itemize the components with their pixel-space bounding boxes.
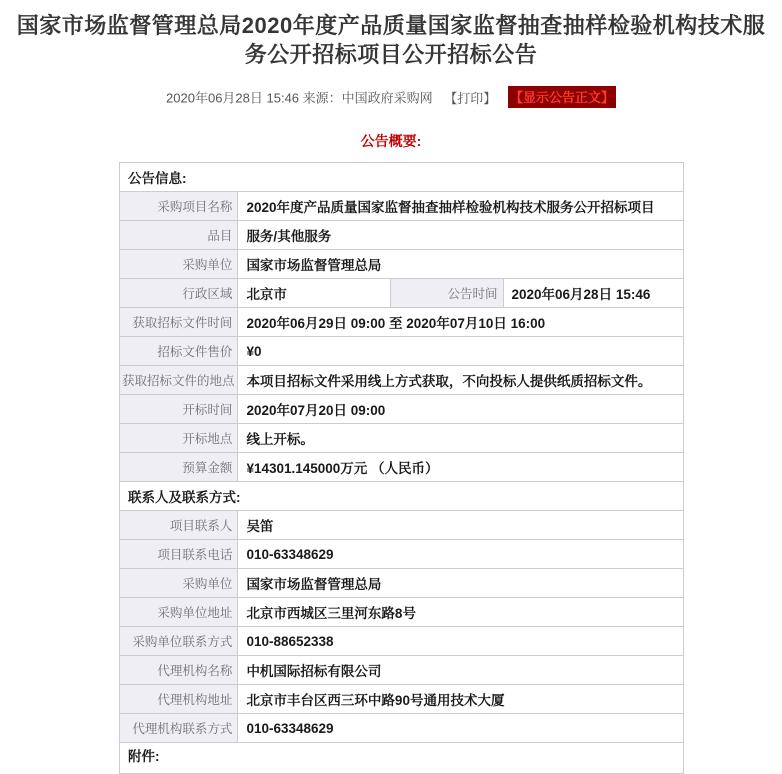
row-value: 线上开标。: [238, 424, 684, 453]
row-value: 010-88652338: [238, 627, 684, 656]
row-label: 代理机构联系方式: [120, 714, 238, 743]
table-row: [120, 598, 684, 627]
table-row: [120, 453, 684, 482]
row-value: 吴笛: [238, 511, 684, 540]
row-label: 开标时间: [120, 395, 238, 424]
row-value: 2020年06月28日 15:46: [503, 279, 684, 308]
row-label: 代理机构地址: [120, 685, 238, 714]
table-row: [120, 192, 684, 221]
row-label: 采购单位联系方式: [120, 627, 238, 656]
summary-heading: 公告概要:: [360, 133, 422, 149]
row-value: 本项目招标文件采用线上方式获取，不向投标人提供纸质招标文件。: [238, 366, 684, 395]
row-value: 国家市场监督管理总局: [238, 569, 684, 598]
section-heading: 联系人及联系方式:: [120, 482, 684, 511]
section-row: [120, 743, 684, 774]
row-label: 代理机构名称: [120, 656, 238, 685]
table-row: [120, 279, 684, 308]
section-row: [120, 482, 684, 511]
table-row: [120, 395, 684, 424]
row-label: 公告时间: [390, 279, 503, 308]
row-value: 中机国际招标有限公司: [238, 656, 684, 685]
row-value: 国家市场监督管理总局: [238, 250, 684, 279]
table-row: [120, 627, 684, 656]
row-label: 招标文件售价: [120, 337, 238, 366]
table-row: [120, 337, 684, 366]
row-value: 2020年度产品质量国家监督抽查抽样检验机构技术服务公开招标项目: [238, 192, 684, 221]
row-label: 项目联系人: [120, 511, 238, 540]
row-value: 2020年07月20日 09:00: [238, 395, 684, 424]
table-row: [120, 250, 684, 279]
table-row: [120, 221, 684, 250]
table-row: [120, 511, 684, 540]
section-heading: 公告信息:: [120, 163, 684, 192]
row-label: 预算金额: [120, 453, 238, 482]
announcement-table-body: [120, 163, 684, 774]
table-row: [120, 540, 684, 569]
row-label: 获取招标文件时间: [120, 308, 238, 337]
row-value: 010-63348629: [238, 540, 684, 569]
row-value: ¥0: [238, 337, 684, 366]
row-label: 获取招标文件的地点: [120, 366, 238, 395]
row-label: 项目联系电话: [120, 540, 238, 569]
row-label: 品目: [120, 221, 238, 250]
row-value: 服务/其他服务: [238, 221, 684, 250]
source-text: 来源：中国政府采购网: [302, 90, 433, 106]
print-button[interactable]: 【打印】: [444, 90, 497, 106]
section-heading: 附件:: [120, 743, 684, 774]
row-label: 采购单位地址: [120, 598, 238, 627]
table-row: [120, 656, 684, 685]
row-label: 采购单位: [120, 250, 238, 279]
row-label: 采购单位: [120, 569, 238, 598]
section-row: [120, 163, 684, 192]
table-row: [120, 308, 684, 337]
row-value: 2020年06月29日 09:00 至 2020年07月10日 16:00: [238, 308, 684, 337]
publish-datetime: 2020年06月28日 15:46: [166, 90, 300, 106]
row-value: 北京市丰台区西三环中路90号通用技术大厦: [238, 685, 684, 714]
table-row: [120, 569, 684, 598]
announcement-table: [119, 162, 684, 774]
table-row: [120, 714, 684, 743]
row-value: 北京市西城区三里河东路8号: [238, 598, 684, 627]
table-row: [120, 366, 684, 395]
show-original-text-button[interactable]: 【显示公告正文】: [508, 86, 616, 108]
row-label: 行政区域: [120, 279, 238, 308]
row-label: 采购项目名称: [120, 192, 238, 221]
meta-bar: [0, 86, 782, 108]
row-value: ¥14301.145000万元 （人民币）: [238, 453, 684, 482]
row-label: 开标地点: [120, 424, 238, 453]
table-row: [120, 424, 684, 453]
page-title: 国家市场监督管理总局2020年度产品质量国家监督抽查抽样检验机构技术服务公开招标项目公开招标公告: [16, 13, 766, 67]
row-value: 北京市: [238, 279, 390, 308]
table-row: [120, 685, 684, 714]
row-value: 010-63348629: [238, 714, 684, 743]
